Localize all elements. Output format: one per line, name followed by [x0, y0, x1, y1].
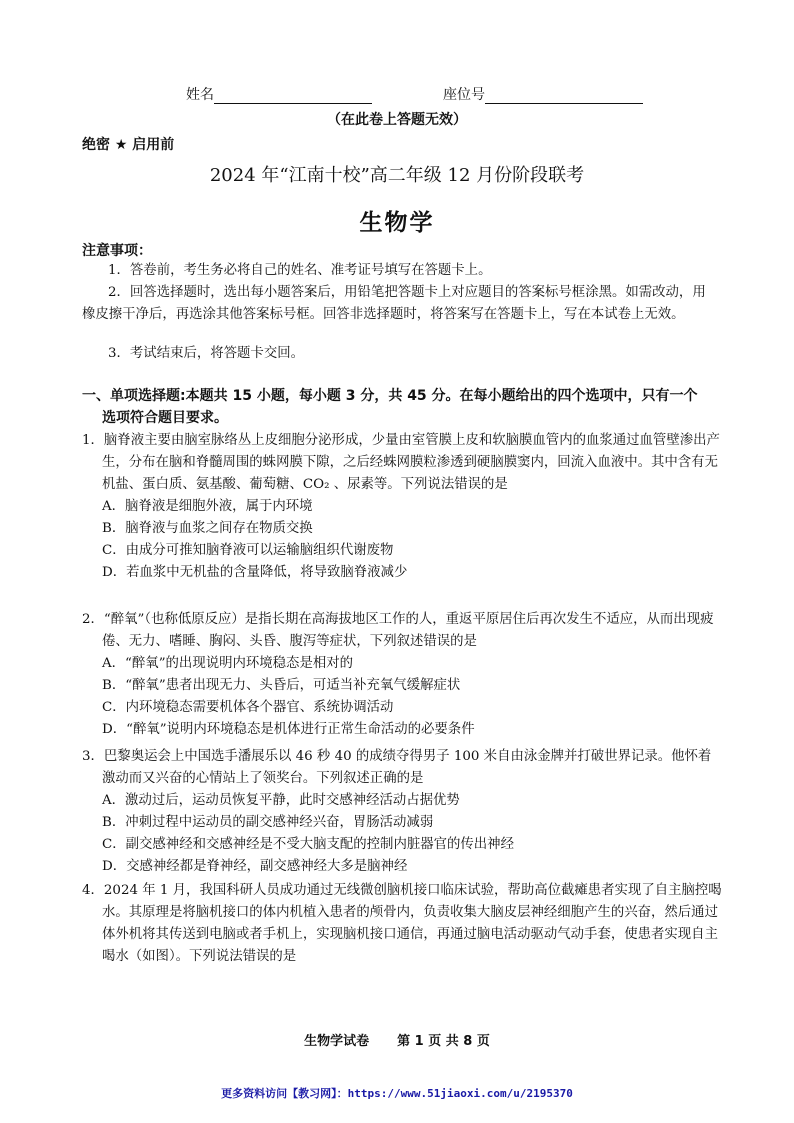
seat-info-row: [443, 84, 643, 104]
option-b: B．“醉氧”患者出现无力、头昏后，可适当补充氧气缓解症状: [102, 678, 461, 693]
seat-blank: [485, 89, 643, 104]
footer-subject: 生物学试卷: [304, 1034, 370, 1049]
option-b: B．脑脊液与血浆之间存在物质交换: [102, 521, 313, 536]
section-heading-line: 选项符合题目要求。: [102, 410, 228, 426]
option-d: D．若血浆中无机盐的含量降低，将导致脑脊液减少: [102, 565, 408, 580]
name-label: 姓名: [186, 87, 214, 103]
option-d: D．交感神经都是脊神经，副交感神经大多是脑神经: [102, 859, 408, 874]
question-2: [82, 609, 722, 741]
option-a: A．激动过后，运动员恢复平静，此时交感神经活动占据优势: [102, 793, 460, 808]
exam-title: 2024 年“江南十校”高二年级 12 月份阶段联考: [209, 165, 585, 186]
question-3: [82, 746, 722, 878]
name-blank: [214, 89, 372, 104]
option-d: D．“醉氧”说明内环境稳态是机体进行正常生命活动的必要条件: [102, 722, 475, 737]
option-b: B．冲刺过程中运动员的副交感神经兴奋，胃肠活动减弱: [102, 815, 434, 830]
footer-page-number: 第 1 页 共 8 页: [397, 1034, 490, 1049]
option-a: A．脑脊液是细胞外液，属于内环境: [102, 499, 313, 514]
candidate-info-row: [186, 84, 372, 104]
option-c: C．内环境稳态需要机体各个器官、系统协调活动: [102, 700, 394, 715]
notes-heading: 注意事项：: [82, 243, 152, 259]
question-stem: 2．“醉氧”（也称低原反应）是指长期在高海拔地区工作的人，重返平原居住后再次发生不适应，从而出现疲倦、无力、嗜睡、胸闷、头昏、腹泻等症状，下列叙述错误的是: [82, 612, 714, 649]
question-1: [82, 430, 722, 584]
option-a: A．“醉氧”的出现说明内环境稳态是相对的: [102, 656, 354, 671]
confidential-mark: 绝密 ★ 启用前: [82, 137, 175, 153]
note-item: 2．回答选择题时，选出每小题答案后，用铅笔把答题卡上对应题目的答案标号框涂黑。如需改动，用橡皮擦干净后，再选涂其他答案标号框。回答非选择题时，将答案写在答题卡上，写在本试卷上无效。: [82, 285, 706, 322]
option-c: C．由成分可推知脑脊液可以运输脑组织代谢废物: [102, 543, 394, 558]
note-item: 1．答卷前，考生务必将自己的姓名、准考证号填写在答题卡上。: [108, 263, 492, 278]
answer-notice: （在此卷上答题无效）: [327, 112, 467, 128]
section-heading: [82, 385, 722, 429]
question-stem: 1．脑脊液主要由脑室脉络丛上皮细胞分泌形成，少量由室管膜上皮和软脑膜血管内的血浆通过血管壁渗出产生，分布在脑和脊髓周围的蛛网膜下隙，之后经蛛网膜粒渗透到硬脑膜窦内，回流入血液中。其中含有无机盐、蛋白质、氨基酸、葡萄糖、CO₂ 、尿素等。下列说法错误的是: [82, 433, 720, 492]
subject-title: 生物学: [359, 209, 435, 236]
section-heading-line: 一、单项选择题:本题共 15 小题，每小题 3 分，共 45 分。在每小题给出的四个选项中，只有一个: [82, 388, 698, 404]
source-link[interactable]: 更多资料访问【教习网】：https://www.51jiaoxi.com/u/2195370: [221, 1087, 573, 1100]
note-item: 3．考试结束后，将答题卡交回。: [108, 346, 304, 361]
page-footer: [0, 1030, 794, 1049]
question-stem: 4．2024 年 1 月，我国科研人员成功通过无线微创脑机接口临床试验，帮助高位截瘫患者实现了自主脑控喝水。其原理是将脑机接口的体内机植入患者的颅骨内，负责收集大脑皮层神经细胞产生的兴奋，然后通过体外机将其传送到电脑或者手机上，实现脑机接口通信，再通过脑电活动驱动气动手套，使患者实现自主喝水（如图）。下列说法错误的是: [82, 883, 722, 964]
question-stem: 3．巴黎奥运会上中国选手潘展乐以 46 秒 40 的成绩夺得男子 100 米自由泳金牌并打破世界记录。他怀着激动而又兴奋的心情站上了领奖台。下列叙述正确的是: [82, 749, 712, 786]
question-4: [82, 880, 722, 968]
seat-label: 座位号: [443, 87, 485, 103]
option-c: C．副交感神经和交感神经是不受大脑支配的控制内脏器官的传出神经: [102, 837, 514, 852]
